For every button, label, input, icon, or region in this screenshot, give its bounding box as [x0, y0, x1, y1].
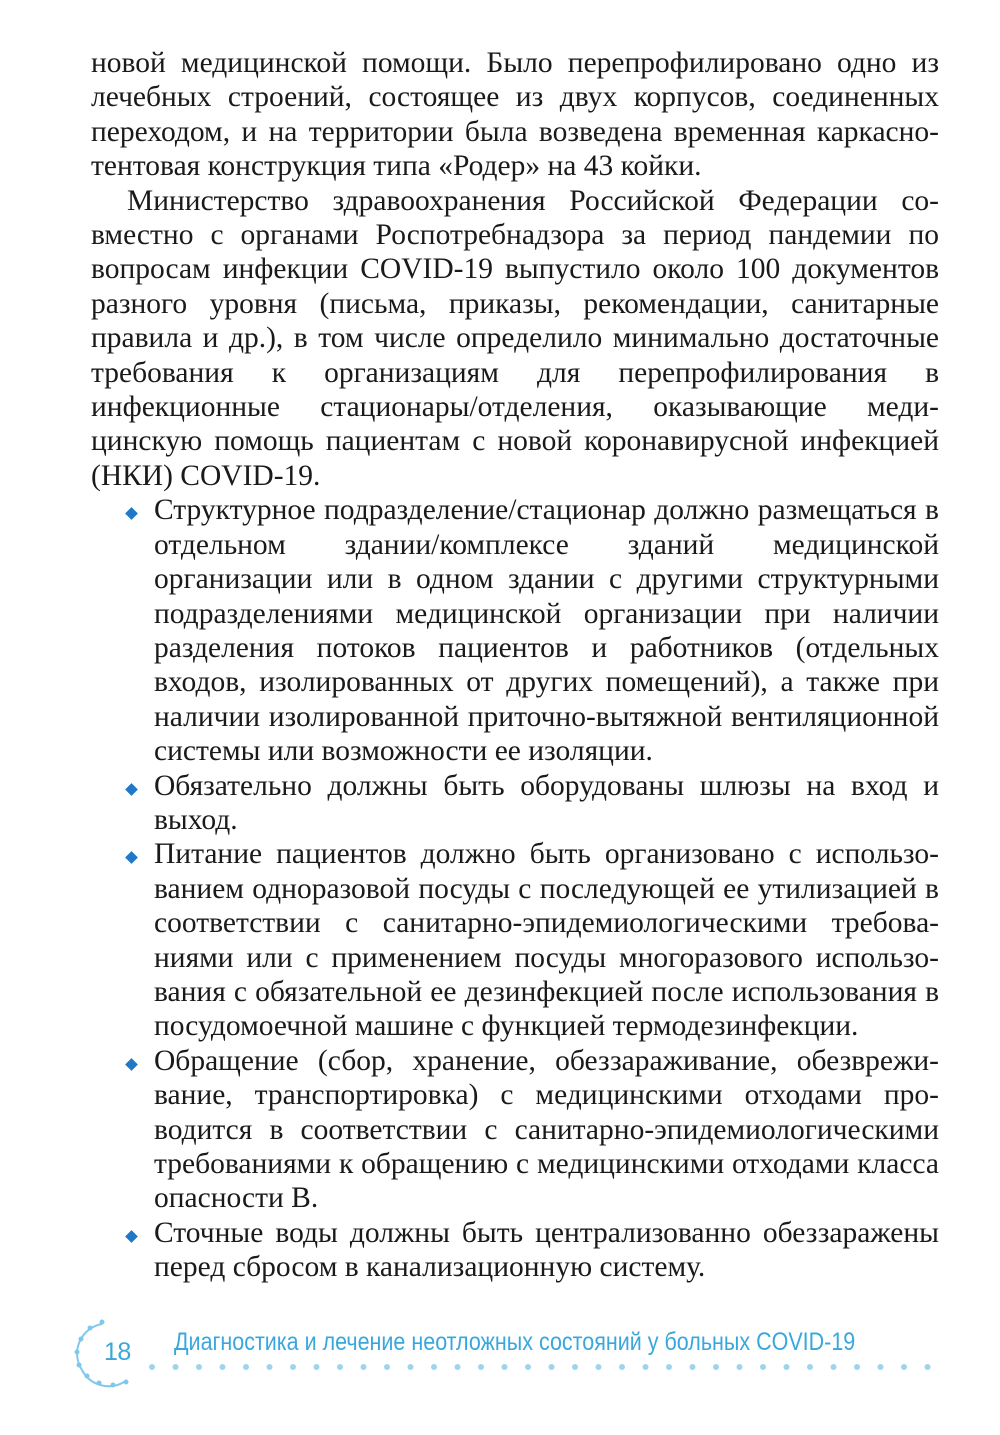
diamond-bullet-icon [125, 783, 138, 796]
rule-dot [149, 1364, 155, 1370]
rule-dot [431, 1364, 437, 1370]
rule-dot [173, 1364, 179, 1370]
page-body [91, 46, 939, 1285]
diamond-bullet-icon [125, 1230, 138, 1243]
diamond-bullet-icon [125, 507, 138, 520]
diamond-bullet-icon [125, 1058, 138, 1071]
rule-dot [643, 1364, 649, 1370]
rule-dot [713, 1364, 719, 1370]
list-item [91, 769, 939, 838]
page-footer [0, 1316, 1000, 1406]
rule-dot [478, 1364, 484, 1370]
rule-dot [854, 1364, 860, 1370]
rule-dot [361, 1364, 367, 1370]
rule-dot [901, 1364, 907, 1370]
rule-dot [314, 1364, 320, 1370]
list-item [91, 1044, 939, 1216]
list-item [91, 1216, 939, 1285]
list-item-text: Сточные воды должны быть централизованно обеззаражены перед сбросом в канализационную систему. [154, 1216, 939, 1284]
rule-dot [596, 1364, 602, 1370]
rule-dot [196, 1364, 202, 1370]
rule-dot [666, 1364, 672, 1370]
rule-dot [243, 1364, 249, 1370]
rule-dot [807, 1364, 813, 1370]
rule-dot [525, 1364, 531, 1370]
rule-dot [408, 1364, 414, 1370]
rule-dot [784, 1364, 790, 1370]
rule-dot [925, 1364, 931, 1370]
dotted-rule [148, 1362, 948, 1372]
diamond-bullet-icon [125, 851, 138, 864]
paragraph-ministry: Министерство здравоохранения Российской Федерации совместно с органами Роспотребнадзора за период пандемии по вопросам инфекции COVID-19 выпустило около 100 документов разного уровня (письма, приказы, рекомендации, санитарные правила и др.), в том числе определило минимально достаточные требования к организациям для перепрофилирования в инфекционные стационары/отделения, оказывающие медицинскую помощь пациентам с новой коронавирусной инфекцией (НКИ) COVID-19. [91, 184, 939, 492]
rule-dot [831, 1364, 837, 1370]
rule-dot [690, 1364, 696, 1370]
list-item [91, 493, 939, 768]
running-title: Диагностика и лечение неотложных состояний у больных COVID-19 [174, 1328, 856, 1356]
rule-dot [455, 1364, 461, 1370]
rule-dot [267, 1364, 273, 1370]
paragraph-continuation: новой медицинской помощи. Было перепрофилировано одно из лечебных строений, состоящее из двух корпусов, соединенных переходом, и на территории была возведена временная каркасно-тентовая конструкция типа «Родер» на 43 койки. [91, 47, 939, 183]
rule-dot [619, 1364, 625, 1370]
list-item-text: Обязательно должны быть оборудованы шлюзы на вход и выход. [154, 769, 939, 836]
list-item-text: Питание пациентов должно быть организовано с использованием одноразовой посуды с последующей ее утилизацией в соответствии с санитарно-эпидемиологическими требованиями или с применением посуды многоразового использования с обязательной ее дезинфекцией после использования в посудомоечной машине с функцией термодезинфекции. [154, 838, 939, 1043]
rule-dot [384, 1364, 390, 1370]
rule-dot [878, 1364, 884, 1370]
rule-dot [337, 1364, 343, 1370]
rule-dot [572, 1364, 578, 1370]
list-item [91, 837, 939, 1043]
page-number: 18 [104, 1338, 131, 1366]
rule-dot [220, 1364, 226, 1370]
list-item-text: Обращение (сбор, хранение, обеззараживание, обезвреживание, транспортировка) с медицинскими отходами проводится в соответствии с санитарно-эпидемиологическими требованиями к обращению с медицинскими отходами класса опасности В. [154, 1044, 939, 1215]
rule-dot [290, 1364, 296, 1370]
rule-dot [549, 1364, 555, 1370]
rule-dot [737, 1364, 743, 1370]
rule-dot [760, 1364, 766, 1370]
list-item-text: Структурное подразделение/стационар должно размещаться в отдельном здании/комплексе зданий медицинской организации или в одном здании с другими структурными подразделениями медицинской организации при наличии разделения потоков пациентов и работников (отдельных входов, изолированных от других помещений), а также при наличии изолированной приточно-вытяжной вентиляционной системы или возможности ее изоляции. [154, 494, 939, 768]
requirements-list [91, 493, 939, 1284]
rule-dot [502, 1364, 508, 1370]
